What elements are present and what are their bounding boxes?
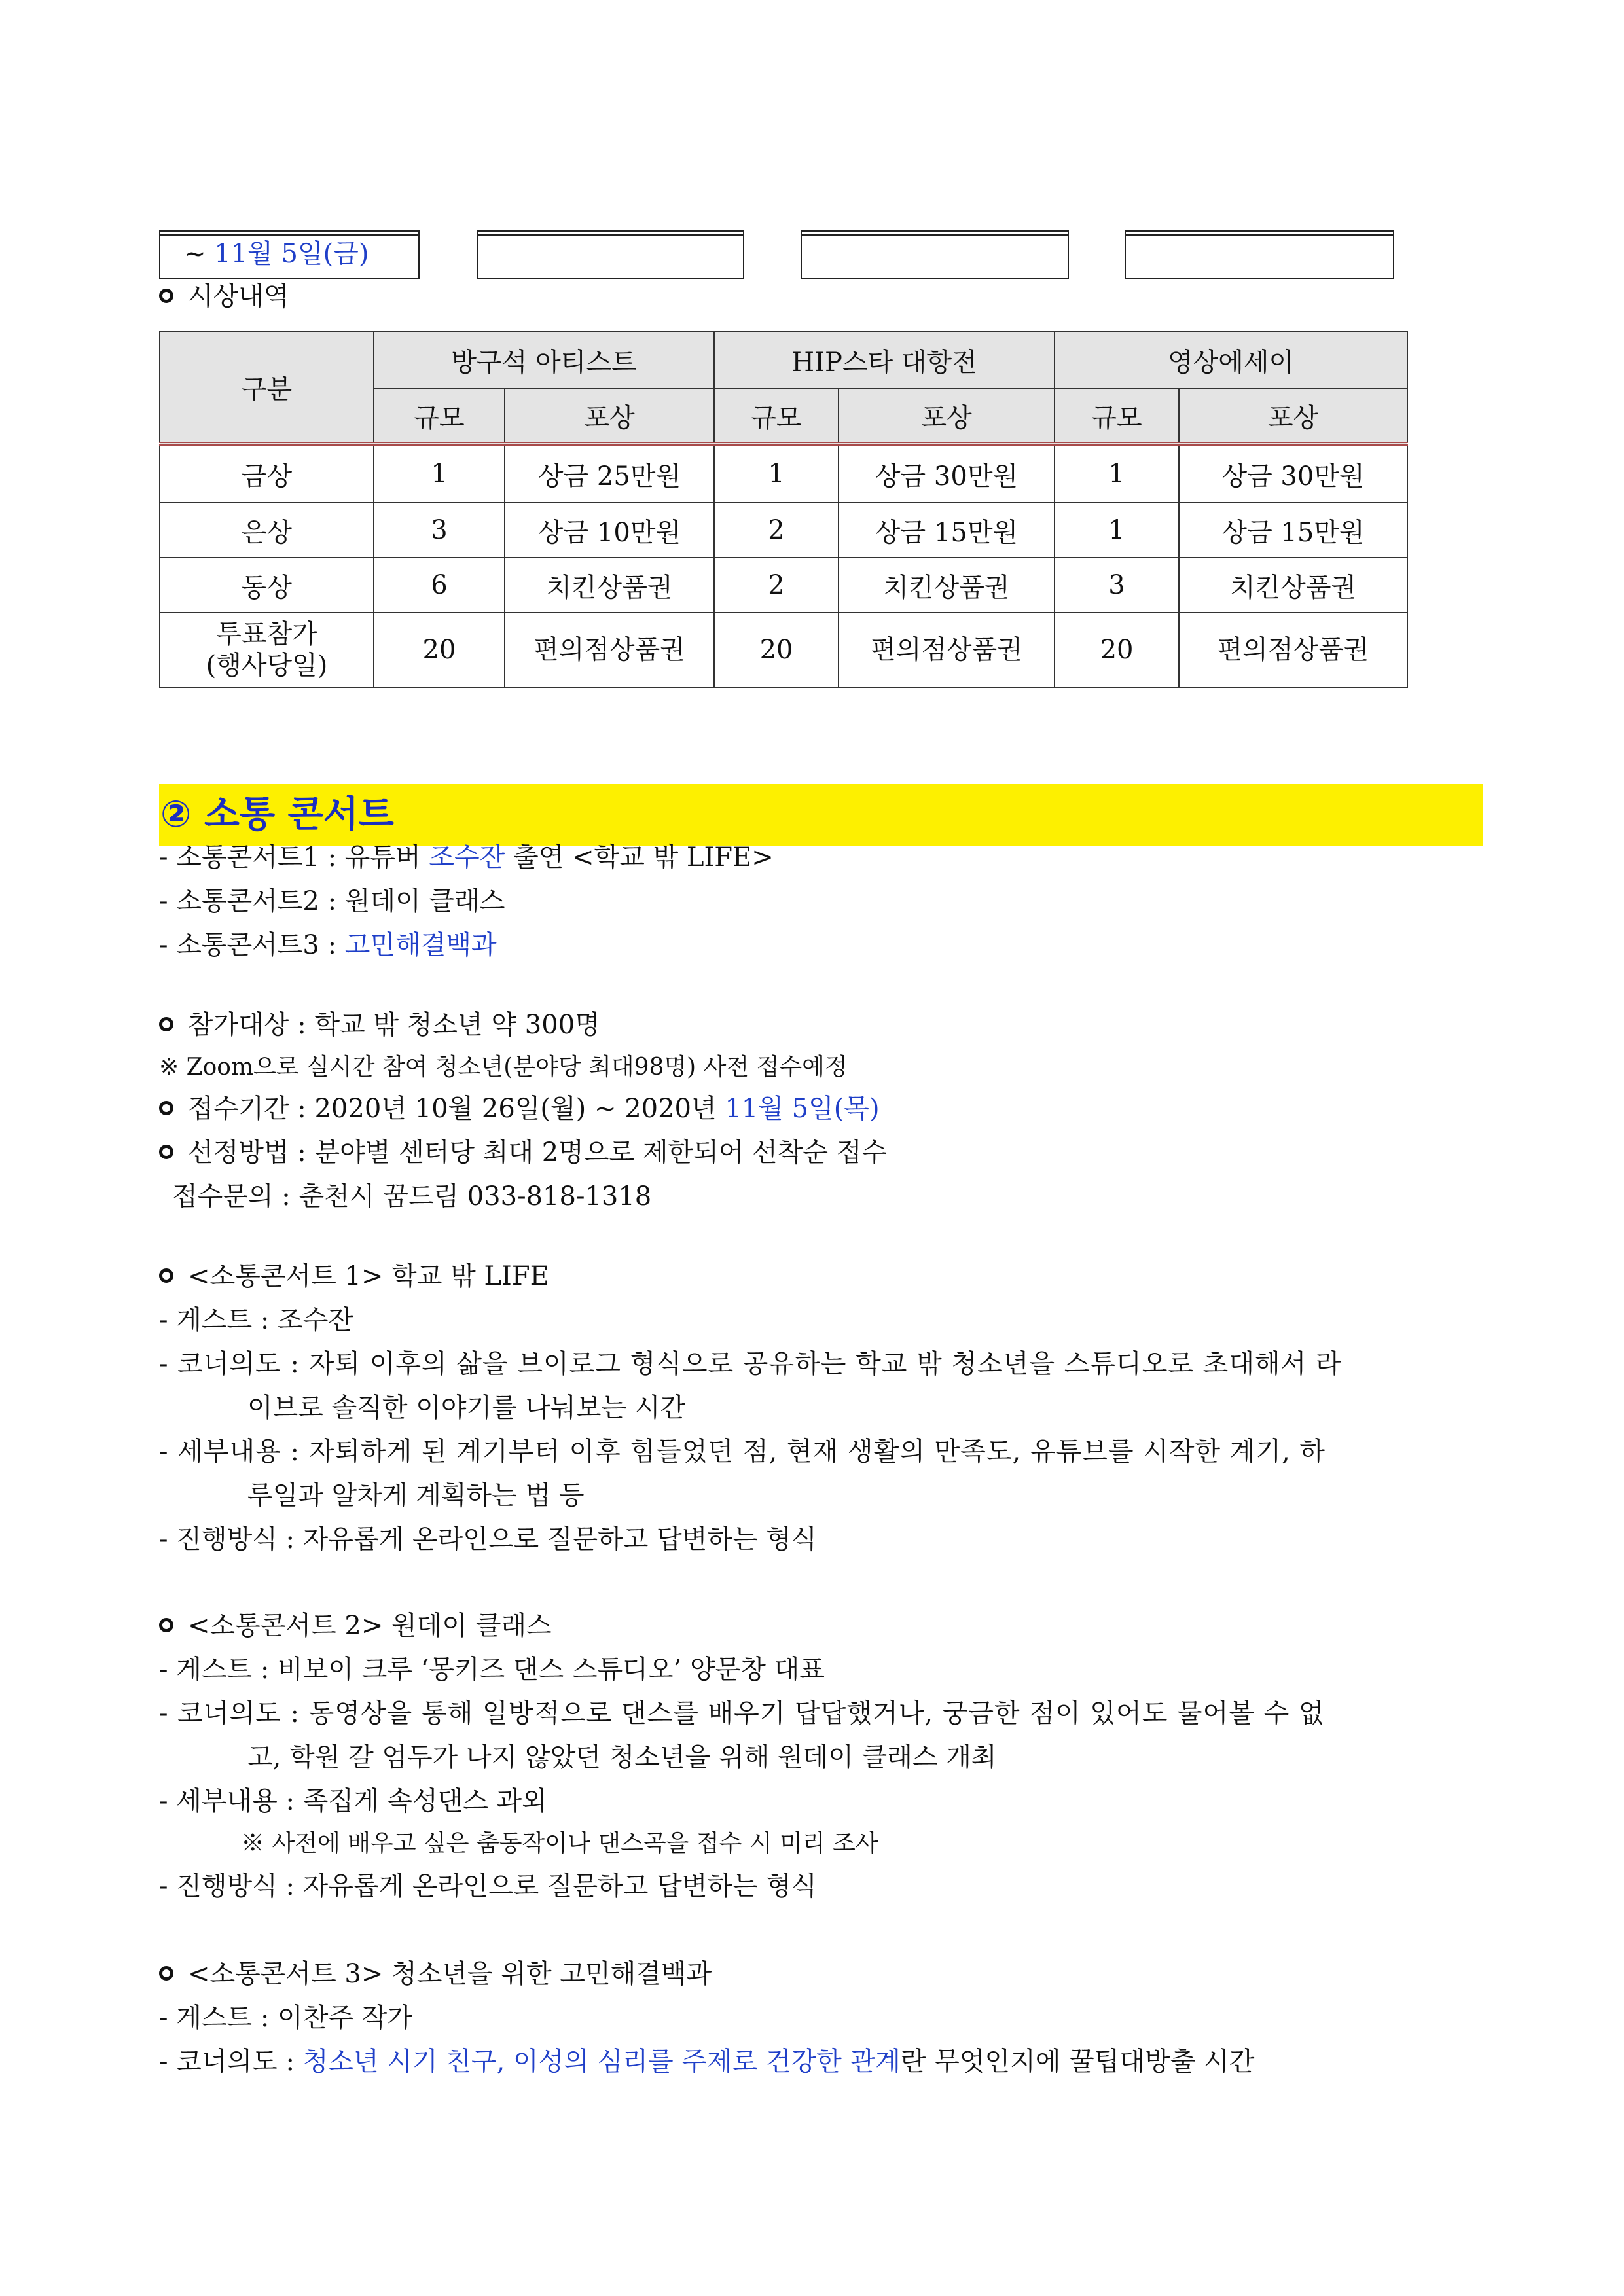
- concert1-guest: - 게스트 : 조수잔: [159, 1305, 353, 1335]
- table-row: [160, 558, 1407, 613]
- table-cell: 상금 15만원: [1179, 503, 1407, 558]
- concert3-heading-text: <소통콘서트 3> 청소년을 위한 고민해결백과: [188, 1959, 712, 1989]
- concert1-detail: - 세부내용 : 자퇴하게 된 계기부터 이후 힘들었던 점, 현재 생활의 만족도, 유튜브를 시작한 계기, 하: [159, 1437, 1326, 1467]
- row-label: 동상: [160, 558, 374, 613]
- sub-header: 규모: [714, 389, 839, 444]
- table-cell: 상금 15만원: [839, 503, 1055, 558]
- intent-text: 란 무엇인지에 꿀팁대방출 시간: [900, 2047, 1255, 2077]
- concert2-detail-note: ※ 사전에 배우고 싶은 춤동작이나 댄스곡을 접수 시 미리 조사: [241, 1830, 878, 1857]
- bullet-icon: [159, 1966, 173, 1981]
- date-value: 11월 5일(금): [214, 239, 369, 269]
- concert1-intent: - 코너의도 : 자퇴 이후의 삶을 브이로그 형식으로 공유하는 학교 밖 청소년을 스튜디오로 초대해서 라: [159, 1349, 1342, 1379]
- table-cell: 편의점상품권: [505, 613, 714, 687]
- bullet-icon: [159, 1145, 173, 1159]
- concert1-intent-cont: 이브로 솔직한 이야기를 나눠보는 시간: [247, 1393, 686, 1423]
- date-text: [184, 241, 369, 267]
- table-cell: 1: [1055, 503, 1179, 558]
- table-row: [160, 444, 1407, 503]
- table-cell: 20: [374, 613, 505, 687]
- awards-table: [159, 331, 1408, 688]
- table-cell: 편의점상품권: [1179, 613, 1407, 687]
- concert2-detail: - 세부내용 : 족집게 속성댄스 과외: [159, 1786, 547, 1816]
- row-label: 금상: [160, 444, 374, 503]
- concert1-heading: [159, 1263, 549, 1289]
- section-title: ② 소통 콘서트: [160, 793, 394, 836]
- concert-list-item-1: [159, 844, 774, 870]
- sub-header: 규모: [1055, 389, 1179, 444]
- group-header: 영상에세이: [1055, 331, 1407, 389]
- table-cell: 2: [714, 503, 839, 558]
- concert1-heading-text: <소통콘서트 1> 학교 밖 LIFE: [188, 1261, 549, 1291]
- concert3-heading: [159, 1961, 712, 1987]
- concert3-intent: [159, 2049, 1254, 2075]
- table-cell: 상금 25만원: [505, 444, 714, 503]
- table-cell: 1: [714, 444, 839, 503]
- table-cell: 편의점상품권: [839, 613, 1055, 687]
- period-line: [159, 1096, 880, 1122]
- concert1-method: - 진행방식 : 자유롭게 온라인으로 질문하고 답변하는 형식: [159, 1524, 817, 1554]
- intent-text: - 코너의도 :: [159, 2047, 303, 2077]
- concert2-guest: - 게스트 : 비보이 크루 ‘몽키즈 댄스 스튜디오’ 양문창 대표: [159, 1655, 825, 1685]
- table-corner: 구분: [160, 331, 374, 444]
- table-cell: 20: [1055, 613, 1179, 687]
- empty-cell-3: [801, 230, 1069, 279]
- table-cell: 1: [1055, 444, 1179, 503]
- intent-highlight: 청소년 시기 친구, 이성의 심리를 주제로 건강한 관계: [302, 2047, 901, 2077]
- table-cell: 6: [374, 558, 505, 613]
- concert-list-item-3: [159, 932, 497, 958]
- table-cell: 1: [374, 444, 505, 503]
- table-cell: 치킨상품권: [839, 558, 1055, 613]
- table-row: [160, 503, 1407, 558]
- list-highlight: 고민해결백과: [344, 930, 497, 960]
- list-text: - 소통콘서트3 :: [159, 930, 345, 960]
- concert-list-item-2: - 소통콘서트2 : 원데이 클래스: [159, 886, 505, 916]
- awards-heading-text: 시상내역: [188, 281, 289, 312]
- table-row: [160, 613, 1407, 687]
- sub-header: 규모: [374, 389, 505, 444]
- row-label: 은상: [160, 503, 374, 558]
- list-text: 출연 <학교 밖 LIFE>: [505, 842, 774, 872]
- table-cell: 20: [714, 613, 839, 687]
- table-cell: 3: [374, 503, 505, 558]
- table-cell: 치킨상품권: [1179, 558, 1407, 613]
- row-label: [160, 613, 374, 687]
- zoom-note: ※ Zoom으로 실시간 참여 청소년(분야당 최대98명) 사전 접수예정: [159, 1054, 848, 1081]
- bullet-icon: [159, 1101, 173, 1115]
- concert2-heading: [159, 1613, 552, 1639]
- concert1-detail-cont: 루일과 알차게 계획하는 법 등: [247, 1480, 585, 1511]
- target-line: [159, 1012, 600, 1038]
- table-cell: 3: [1055, 558, 1179, 613]
- sub-header: 포상: [839, 389, 1055, 444]
- bullet-icon: [159, 1268, 173, 1283]
- selection-line: [159, 1139, 887, 1166]
- row-label-line: 투표참가: [216, 619, 317, 649]
- concert2-intent-cont: 고, 학원 갈 엄두가 나지 않았던 청소년을 위해 원데이 클래스 개최: [247, 1742, 997, 1772]
- empty-cell-2: [477, 230, 744, 279]
- group-header: 방구석 아티스트: [374, 331, 714, 389]
- list-text: - 소통콘서트1 : 유튜버: [159, 842, 429, 872]
- concert2-intent: - 코너의도 : 동영상을 통해 일방적으로 댄스를 배우기 답답했거나, 궁금한 점이 있어도 물어볼 수 없: [159, 1698, 1325, 1729]
- concert2-method: - 진행방식 : 자유롭게 온라인으로 질문하고 답변하는 형식: [159, 1871, 817, 1901]
- bullet-icon: [159, 1017, 173, 1031]
- selection-text: 선정방법 : 분야별 센터당 최대 2명으로 제한되어 선착순 접수: [188, 1138, 888, 1168]
- awards-heading: [159, 283, 289, 310]
- date-cell: [159, 230, 420, 279]
- list-highlight: 조수잔: [429, 842, 505, 872]
- table-cell: 상금 30만원: [839, 444, 1055, 503]
- bullet-icon: [159, 289, 173, 303]
- table-cell: 2: [714, 558, 839, 613]
- contact-line: 접수문의 : 춘천시 꿈드림 033-818-1318: [172, 1181, 652, 1211]
- sub-header: 포상: [505, 389, 714, 444]
- date-prefix: ~: [184, 239, 215, 269]
- bullet-icon: [159, 1618, 173, 1632]
- target-text: 참가대상 : 학교 밖 청소년 약 300명: [188, 1010, 600, 1040]
- table-cell: 상금 10만원: [505, 503, 714, 558]
- concert2-heading-text: <소통콘서트 2> 원데이 클래스: [188, 1611, 552, 1641]
- row-label-line: (행사당일): [206, 651, 328, 681]
- group-header: HIP스타 대항전: [714, 331, 1055, 389]
- concert3-guest: - 게스트 : 이찬주 작가: [159, 2003, 412, 2033]
- empty-cell-4: [1125, 230, 1394, 279]
- period-text: 접수기간 : 2020년 10월 26일(월) ~ 2020년: [188, 1094, 725, 1124]
- table-cell: 상금 30만원: [1179, 444, 1407, 503]
- period-end: 11월 5일(목): [725, 1094, 880, 1124]
- table-cell: 치킨상품권: [505, 558, 714, 613]
- sub-header: 포상: [1179, 389, 1407, 444]
